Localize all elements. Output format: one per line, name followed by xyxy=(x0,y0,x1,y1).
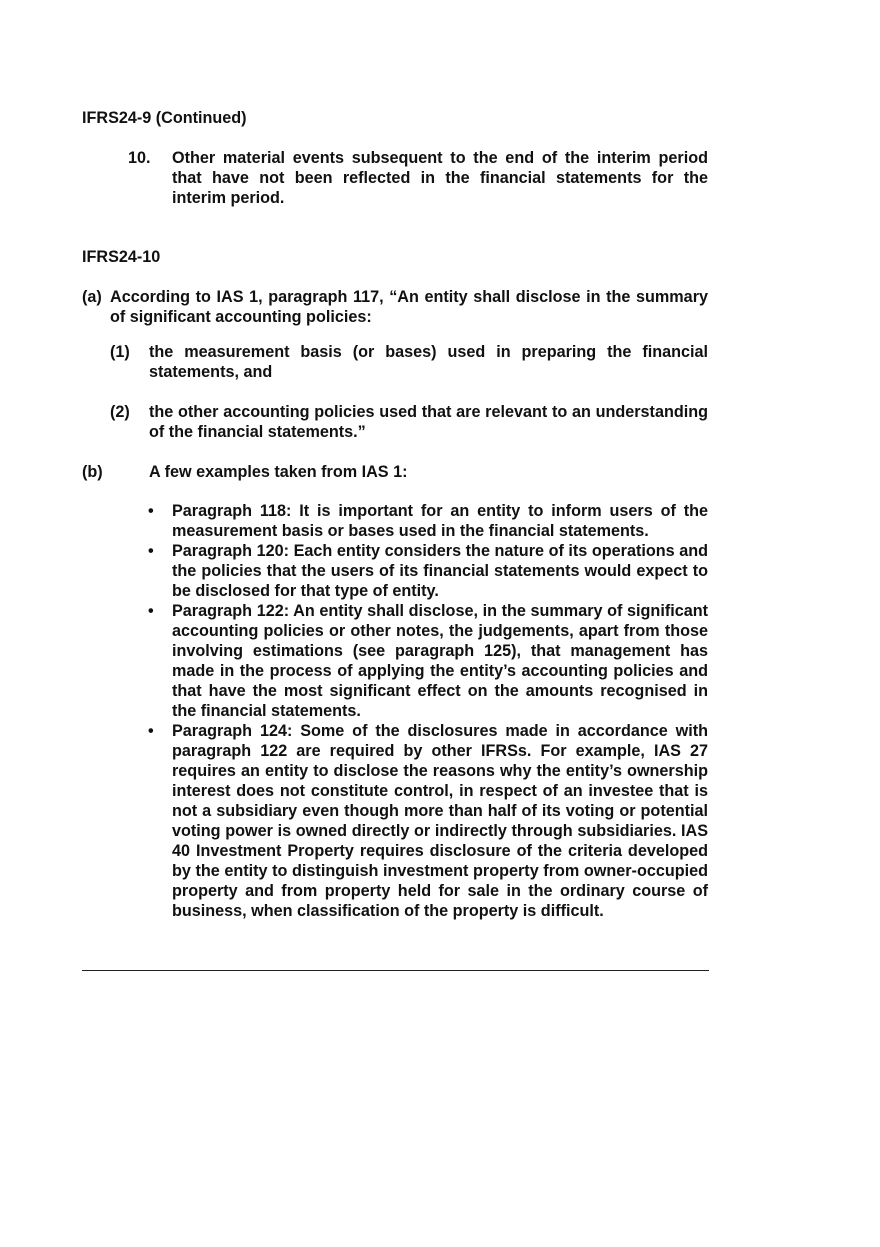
subitem-2-text: the other accounting policies used that are relevant to an understanding of the financial statements.” xyxy=(149,403,708,441)
bullet-item-paragraph-124 xyxy=(148,721,708,921)
item-number-10: 10. xyxy=(128,149,151,167)
bullet-item-paragraph-122 xyxy=(148,601,708,721)
item-text-10: Other material events subsequent to the end of the interim period that have not been reflected in the financial statements for the interim period. xyxy=(172,149,708,207)
bullet-text: Paragraph 122: An entity shall disclose, in the summary of significant accounting policies or other notes, the judgements, apart from those involving estimations (see paragraph 125), that management has made in the process of applying the entity’s accounting policies and that have the most significant effect on the amounts recognised in the financial statements. xyxy=(172,602,708,720)
subitem-2-label: (2) xyxy=(110,403,130,421)
bullet-item-paragraph-120 xyxy=(148,541,708,601)
bullet-text: Paragraph 120: Each entity considers the nature of its operations and the policies that the users of its financial statements would expect to be disclosed for that type of entity. xyxy=(172,542,708,600)
bullet-icon: • xyxy=(148,542,154,560)
subitem-1-label: (1) xyxy=(110,343,130,361)
bullet-item-paragraph-118 xyxy=(148,501,708,541)
bullet-icon: • xyxy=(148,602,154,620)
section-heading-ifrs24-9: IFRS24-9 (Continued) xyxy=(82,109,247,127)
section-heading-ifrs24-10: IFRS24-10 xyxy=(82,248,161,266)
subitem-1-text: the measurement basis (or bases) used in preparing the financial statements, and xyxy=(149,343,708,381)
section-end-rule xyxy=(82,970,709,971)
bullet-text: Paragraph 124: Some of the disclosures made in accordance with paragraph 122 are required by other IFRSs. For example, IAS 27 requires an entity to disclose the reasons why the entity’s ownership interest does not constitute control, in respect of an investee that is not a subsidiary even though more than half of its voting or potential voting power is owned directly or indirectly through subsidiaries. IAS 40 Investment Property requires disclosure of the criteria developed by the entity to distinguish investment property from owner-occupied property and from property held for sale in the ordinary course of business, when classification of the property is difficult. xyxy=(172,722,708,920)
part-b-label: (b) xyxy=(82,463,103,481)
part-a-text: According to IAS 1, paragraph 117, “An entity shall disclose in the summary of significant accounting policies: xyxy=(110,288,708,326)
examples-bullet-list xyxy=(148,501,708,921)
part-a-label: (a) xyxy=(82,288,102,306)
bullet-icon: • xyxy=(148,502,154,520)
bullet-icon: • xyxy=(148,722,154,740)
bullet-text: Paragraph 118: It is important for an entity to inform users of the measurement basis or bases used in the financial statements. xyxy=(172,502,708,540)
part-b-intro: A few examples taken from IAS 1: xyxy=(149,463,408,481)
